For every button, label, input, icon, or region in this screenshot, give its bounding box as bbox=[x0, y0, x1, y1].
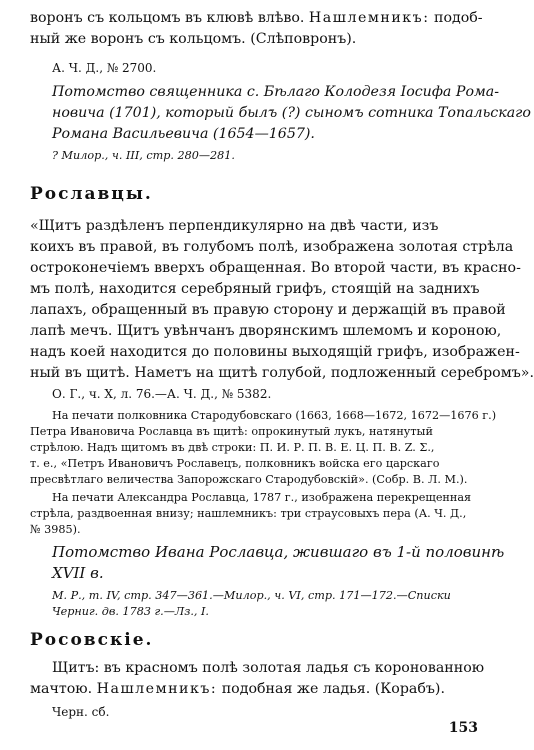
text-line: На печати Александра Рославца, 1787 г., изображена перекрещенная bbox=[52, 491, 472, 504]
text-line: Романа Васильевича (1654—1657). bbox=[52, 126, 315, 142]
source-citation bbox=[52, 588, 478, 620]
text-segment: подоб- bbox=[429, 10, 483, 26]
page-number: 153 bbox=[448, 720, 478, 736]
text-line: лапѣ мечъ. Щитъ увѣнчанъ дворянскимъ шлемомъ и короною, bbox=[30, 323, 502, 339]
text-line: новича (1701), который былъ (?) сыномъ сотника Топальскаго bbox=[52, 105, 531, 121]
text-line: XVII в. bbox=[52, 564, 104, 582]
text-line: мъ полѣ, находится серебряный грифъ, стоящій на заднихъ bbox=[30, 281, 480, 297]
text-line: Черниг. дв. 1783 г.—Лз., I. bbox=[52, 605, 209, 618]
text-line: На печати полковника Стародубовскаго (1663, 1668—1672, 1672—1676 г.) bbox=[52, 409, 497, 422]
text-line: стрѣлою. Надъ щитомъ въ двѣ строки: П. И. Р. П. В. Е. Ц. П. В. Z. Σ., bbox=[30, 441, 435, 454]
text-line: коихъ въ правой, въ голубомъ полѣ, изображена золотая стрѣла bbox=[30, 239, 514, 255]
seal-note bbox=[30, 490, 478, 538]
lineage-note bbox=[52, 82, 531, 145]
text-line: ный же воронъ съ кольцомъ. (Слѣповронъ). bbox=[30, 31, 357, 47]
text-line: ный въ щитѣ. Наметъ на щитѣ голубой, подложенный серебромъ». bbox=[30, 365, 534, 381]
shield-description bbox=[30, 658, 485, 700]
text-line: пресвѣтлаго величества Запорожскаго Стародубовскій». (Собр. В. Л. М.). bbox=[30, 473, 468, 486]
reference: О. Г., ч. X, л. 76.—А. Ч. Д., № 5382. bbox=[52, 387, 272, 401]
lineage-note bbox=[52, 542, 505, 584]
reference: А. Ч. Д., № 2700. bbox=[52, 61, 157, 75]
text-segment: воронъ съ кольцомъ въ клювѣ влѣво. bbox=[30, 10, 309, 26]
text-line: стрѣла, раздвоенная внизу; нашлемникъ: три страусовыхъ пера (А. Ч. Д., bbox=[30, 507, 467, 520]
text-line: Потомство Ивана Рославца, жившаго въ 1-й половинѣ bbox=[52, 543, 505, 561]
text-line: «Щитъ раздѣленъ перпендикулярно на двѣ части, изъ bbox=[30, 218, 439, 234]
text-line: остроконечіемъ вверхъ обращенная. Во второй части, въ красно- bbox=[30, 260, 521, 276]
text-line: лапахъ, обращенный въ правую сторону и держащій въ правой bbox=[30, 302, 506, 318]
shield-description bbox=[30, 216, 534, 384]
spaced-term: Нашлемникъ: bbox=[308, 10, 430, 26]
text-line: М. Р., т. IV, стр. 347—361.—Милор., ч. VI, стр. 171—172.—Списки bbox=[52, 589, 451, 602]
text-line: Петра Ивановича Рославца въ щитѣ: опрокинутый лукъ, натянутый bbox=[30, 425, 433, 438]
top-paragraph bbox=[30, 8, 483, 50]
text-line: Потомство священника с. Бѣлаго Колодезя Іосифа Рома- bbox=[52, 84, 499, 100]
section-title: Росовскіе. bbox=[30, 630, 154, 650]
text-line: т. е., «Петръ Ивановичъ Рославецъ, полковникъ войска его царскаго bbox=[30, 457, 440, 470]
seal-note bbox=[30, 408, 497, 488]
reference: Черн. сб. bbox=[52, 705, 110, 719]
section-title: Рославцы. bbox=[30, 184, 153, 204]
text-line: надъ коей находится до половины выходящій грифъ, изображен- bbox=[30, 344, 520, 360]
spaced-term: Нашлемникъ: bbox=[96, 681, 218, 697]
text-segment: подобная же ладья. (Корабъ). bbox=[217, 681, 445, 697]
text-line: № 3985). bbox=[30, 523, 81, 536]
text-line bbox=[30, 679, 478, 700]
text-line bbox=[30, 8, 483, 29]
text-line: Щитъ: въ красномъ полѣ золотая ладья съ коронованною bbox=[52, 660, 485, 676]
source-citation: ? Милор., ч. III, стр. 280—281. bbox=[52, 149, 235, 162]
text-segment: мачтою. bbox=[30, 681, 97, 697]
